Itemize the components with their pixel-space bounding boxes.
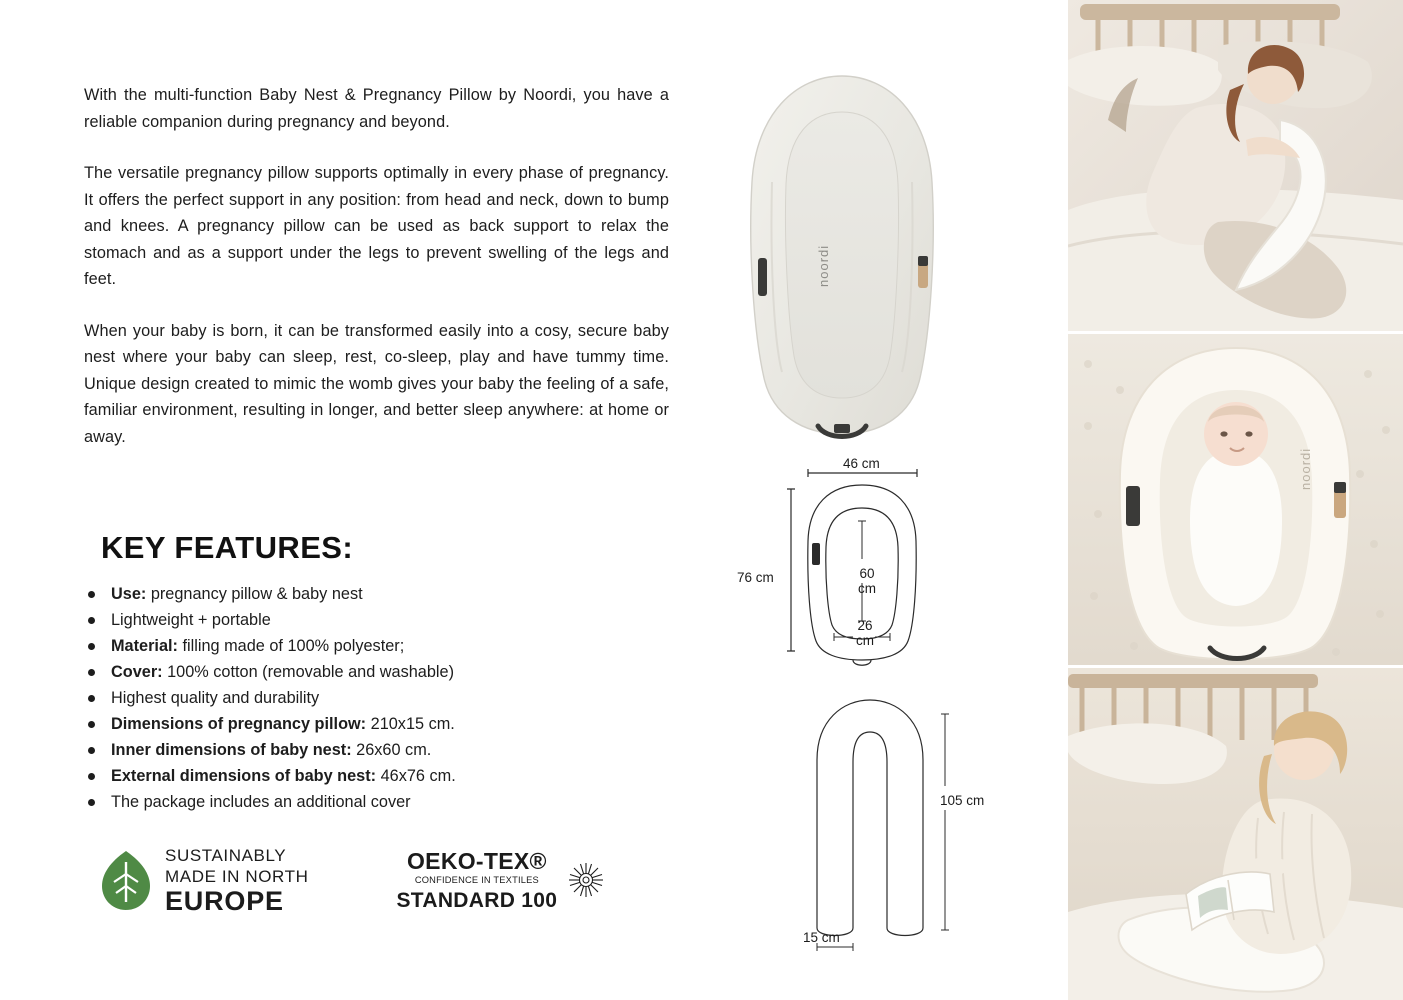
list-item bbox=[84, 711, 684, 737]
lifestyle-photo-1 bbox=[1068, 0, 1403, 331]
feature-label: Inner dimensions of baby nest: bbox=[111, 741, 352, 759]
key-features-title: KEY FEATURES: bbox=[101, 530, 354, 565]
oeko-tex-line-3: STANDARD 100 bbox=[396, 888, 558, 912]
product-photo bbox=[742, 72, 942, 442]
list-item bbox=[84, 685, 684, 711]
feature-text: filling made of 100% polyester; bbox=[177, 637, 405, 655]
oeko-tex-text bbox=[397, 850, 558, 910]
feature-text: The package includes an additional cover bbox=[111, 793, 411, 811]
sustainably-made-badge bbox=[100, 845, 309, 916]
feature-text: 100% cotton (removable and washable) bbox=[162, 663, 455, 681]
feature-text: 210x15 cm. bbox=[366, 715, 455, 733]
list-item bbox=[84, 633, 684, 659]
intro-paragraph-1: With the multi-function Baby Nest & Pregnancy Pillow by Noordi, you have a reliable companion during pregnancy and beyond. bbox=[84, 86, 669, 131]
oeko-tex-line-2: CONFIDENCE IN TEXTILES bbox=[414, 875, 539, 886]
lifestyle-photo-3 bbox=[1068, 668, 1403, 1000]
feature-text: Lightweight + portable bbox=[111, 611, 271, 629]
list-item bbox=[84, 659, 684, 685]
dimension-26cm-unit: cm bbox=[856, 633, 874, 648]
dimension-15cm: 15 cm bbox=[803, 930, 840, 945]
intro-text-block bbox=[84, 82, 669, 450]
lifestyle-photo-2 bbox=[1068, 334, 1403, 665]
dimension-105cm: 105 cm bbox=[940, 793, 985, 808]
oeko-tex-mark-icon bbox=[566, 860, 606, 900]
oeko-tex-badge bbox=[397, 850, 607, 910]
dimension-76cm: 76 cm bbox=[737, 570, 774, 585]
key-features-list bbox=[84, 581, 684, 815]
feature-text: pregnancy pillow & baby nest bbox=[146, 585, 363, 603]
list-item bbox=[84, 789, 684, 815]
feature-text: 26x60 cm. bbox=[351, 741, 432, 759]
intro-paragraph-3: When your baby is born, it can be transformed easily into a cosy, secure baby nest where your baby can sleep, rest, co-sleep, play and have tummy time. Unique design created to mimic the womb gives your baby the feeling of a safe, familiar environment, resulting in longer, and better sleep anywhere: at home or away. bbox=[84, 321, 669, 446]
dimension-26cm bbox=[856, 618, 874, 648]
dimension-26cm-value: 26 bbox=[857, 618, 873, 633]
pillow-dimension-diagram bbox=[795, 690, 1005, 955]
sustainably-line-1: SUSTAINABLY bbox=[165, 846, 287, 865]
leaf-icon bbox=[100, 850, 152, 912]
feature-label: Material: bbox=[111, 637, 178, 655]
product-brand-text: noordi bbox=[816, 244, 831, 287]
feature-label: Dimensions of pregnancy pillow: bbox=[111, 715, 367, 733]
list-item bbox=[84, 581, 684, 607]
dimension-46cm: 46 cm bbox=[843, 456, 880, 471]
dimension-60cm-unit: cm bbox=[858, 581, 876, 596]
dimension-60cm bbox=[858, 566, 876, 596]
sustainably-text bbox=[165, 845, 309, 916]
list-item bbox=[84, 763, 684, 789]
svg-text:noordi: noordi bbox=[1298, 447, 1313, 490]
feature-text: 46x76 cm. bbox=[376, 767, 456, 785]
sustainably-line-3: EUROPE bbox=[165, 886, 284, 916]
feature-label: External dimensions of baby nest: bbox=[111, 767, 377, 785]
sustainably-line-2: MADE IN NORTH bbox=[165, 867, 309, 886]
intro-paragraph-2: The versatile pregnancy pillow supports optimally in every phase of pregnancy. It offers the perfect support in any position: from head and neck, down to bump and knees. A pregnancy pillow can be used as back support to relax the stomach and as a support under the legs to prevent swelling of the legs and feet. bbox=[84, 164, 669, 288]
feature-text: Highest quality and durability bbox=[111, 689, 320, 707]
certification-badges bbox=[100, 845, 606, 916]
list-item bbox=[84, 737, 684, 763]
feature-label: Use: bbox=[111, 585, 147, 603]
oeko-tex-line-1: OEKO-TEX® bbox=[406, 848, 547, 875]
list-item bbox=[84, 607, 684, 633]
lifestyle-photo-strip bbox=[1068, 0, 1403, 1000]
dimension-60cm-value: 60 bbox=[859, 566, 875, 581]
feature-label: Cover: bbox=[111, 663, 163, 681]
